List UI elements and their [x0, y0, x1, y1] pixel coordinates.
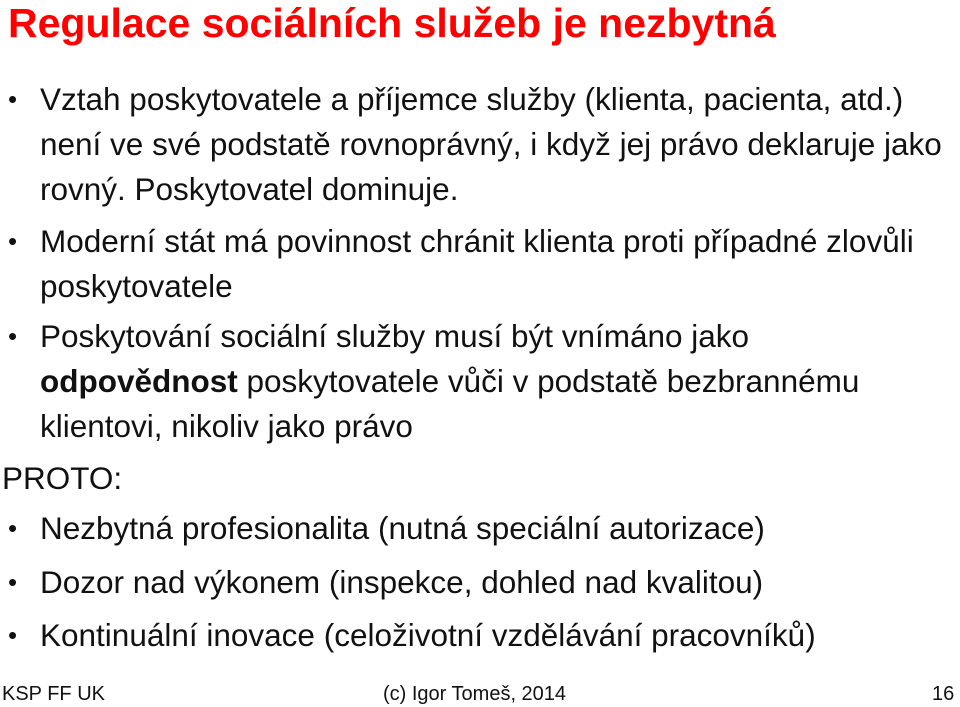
proto-bullet-item [8, 613, 955, 658]
bullet-item [8, 219, 955, 309]
proto-bullet-item [8, 506, 955, 551]
bullet-text: Vztah poskytovatele a příjemce služby (klienta, pacienta, atd.) není ve své podstatě rovnoprávný, i když jej právo deklaruje jako rovný. Poskytovatel dominuje. [40, 81, 942, 207]
page-number: 16 [932, 683, 955, 705]
footer-left: KSP FF UK [2, 683, 105, 705]
bullet-text: Moderní stát má povinnost chránit klienta proti případné zlovůli poskytovatele [40, 223, 914, 304]
bullet-text: Kontinuální inovace (celoživotní vzdělávání pracovníků) [40, 617, 816, 653]
bullet-text: Dozor nad výkonem (inspekce, dohled nad kvalitou) [40, 564, 764, 600]
bullet-dot: • [8, 226, 18, 256]
bullet-item [8, 77, 955, 212]
bullet-dot: • [8, 321, 18, 351]
bullet-dot: • [8, 84, 18, 114]
bullet-dot: • [8, 513, 18, 543]
bullet-text-after: poskytovatele vůči v podstatě bezbrannému klientovi, nikoliv jako právo [40, 363, 860, 444]
footer-center: (c) Igor Tomeš, 2014 [383, 683, 567, 705]
proto-bullet-item [8, 560, 955, 605]
slide-title: Regulace sociálních služeb je nezbytná [8, 0, 776, 46]
bullet-item [8, 314, 955, 449]
bullet-text-before: Poskytování sociální služby musí být vnímáno jako [40, 318, 750, 354]
bullet-text: Nezbytná profesionalita (nutná speciální autorizace) [40, 510, 765, 546]
proto-label: PROTO: [2, 460, 123, 496]
bullet-text-bold: odpovědnost [40, 363, 238, 399]
bullet-dot: • [8, 620, 18, 650]
bullet-dot: • [8, 567, 18, 597]
